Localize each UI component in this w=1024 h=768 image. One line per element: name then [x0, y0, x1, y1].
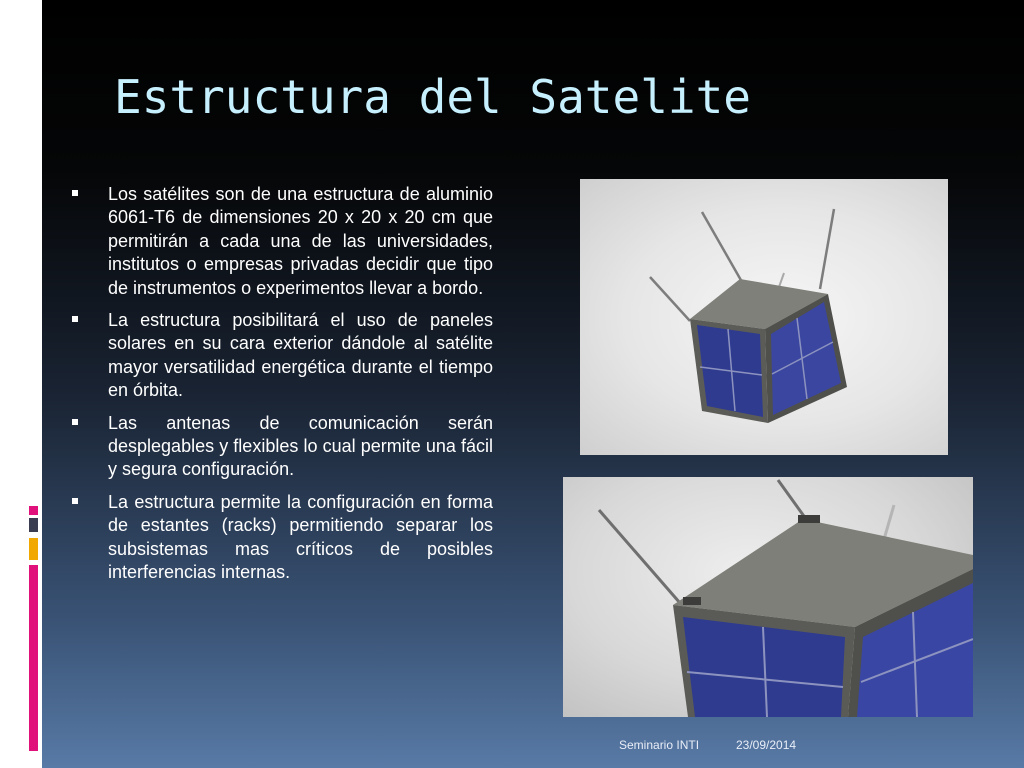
slide-title: Estructura del Satelite: [114, 70, 751, 124]
bullet-list: [72, 183, 493, 594]
bullet-text: La estructura permite la configuración en forma de estantes (racks) permitiendo separar los subsistemas mas críticos de posibles interferencias internas.: [108, 491, 493, 583]
footer-event: Seminario INTI: [619, 738, 700, 752]
square-bullet-icon: [72, 419, 78, 425]
footer-date: 23/09/2014: [736, 738, 797, 752]
bullet-item: [72, 309, 493, 403]
bullet-text: La estructura posibilitará el uso de paneles solares en su cara exterior dándole al satélite mayor versatilidad energética durante el tiempo en órbita.: [108, 310, 493, 401]
bullet-text: Los satélites son de una estructura de aluminio 6061-T6 de dimensiones 20 x 20 x 20 cm que permitirán a cada una de las universidades, institutos o empresas privadas decidir que tipo de instrumentos o experimentos llevar a bordo.: [108, 184, 493, 298]
square-bullet-icon: [72, 498, 78, 504]
satellite-image-closeup: [563, 477, 973, 717]
bullet-item: [72, 183, 493, 300]
bullet-item: [72, 491, 493, 585]
square-bullet-icon: [72, 190, 78, 196]
accent-bar-yellow: [29, 538, 38, 560]
bullet-text: Las antenas de comunicación serán desplegables y flexibles lo cual permite una fácil y segura configuración.: [108, 412, 493, 480]
satellite-image-full: [580, 179, 948, 455]
accent-bar-pink-small: [29, 506, 38, 515]
accent-bar-gray: [29, 518, 38, 532]
bullet-item: [72, 412, 493, 482]
square-bullet-icon: [72, 316, 78, 322]
cubesat-illustration: [580, 179, 948, 455]
accent-bar-pink-long: [29, 565, 38, 751]
cubesat-closeup-illustration: [563, 477, 973, 717]
